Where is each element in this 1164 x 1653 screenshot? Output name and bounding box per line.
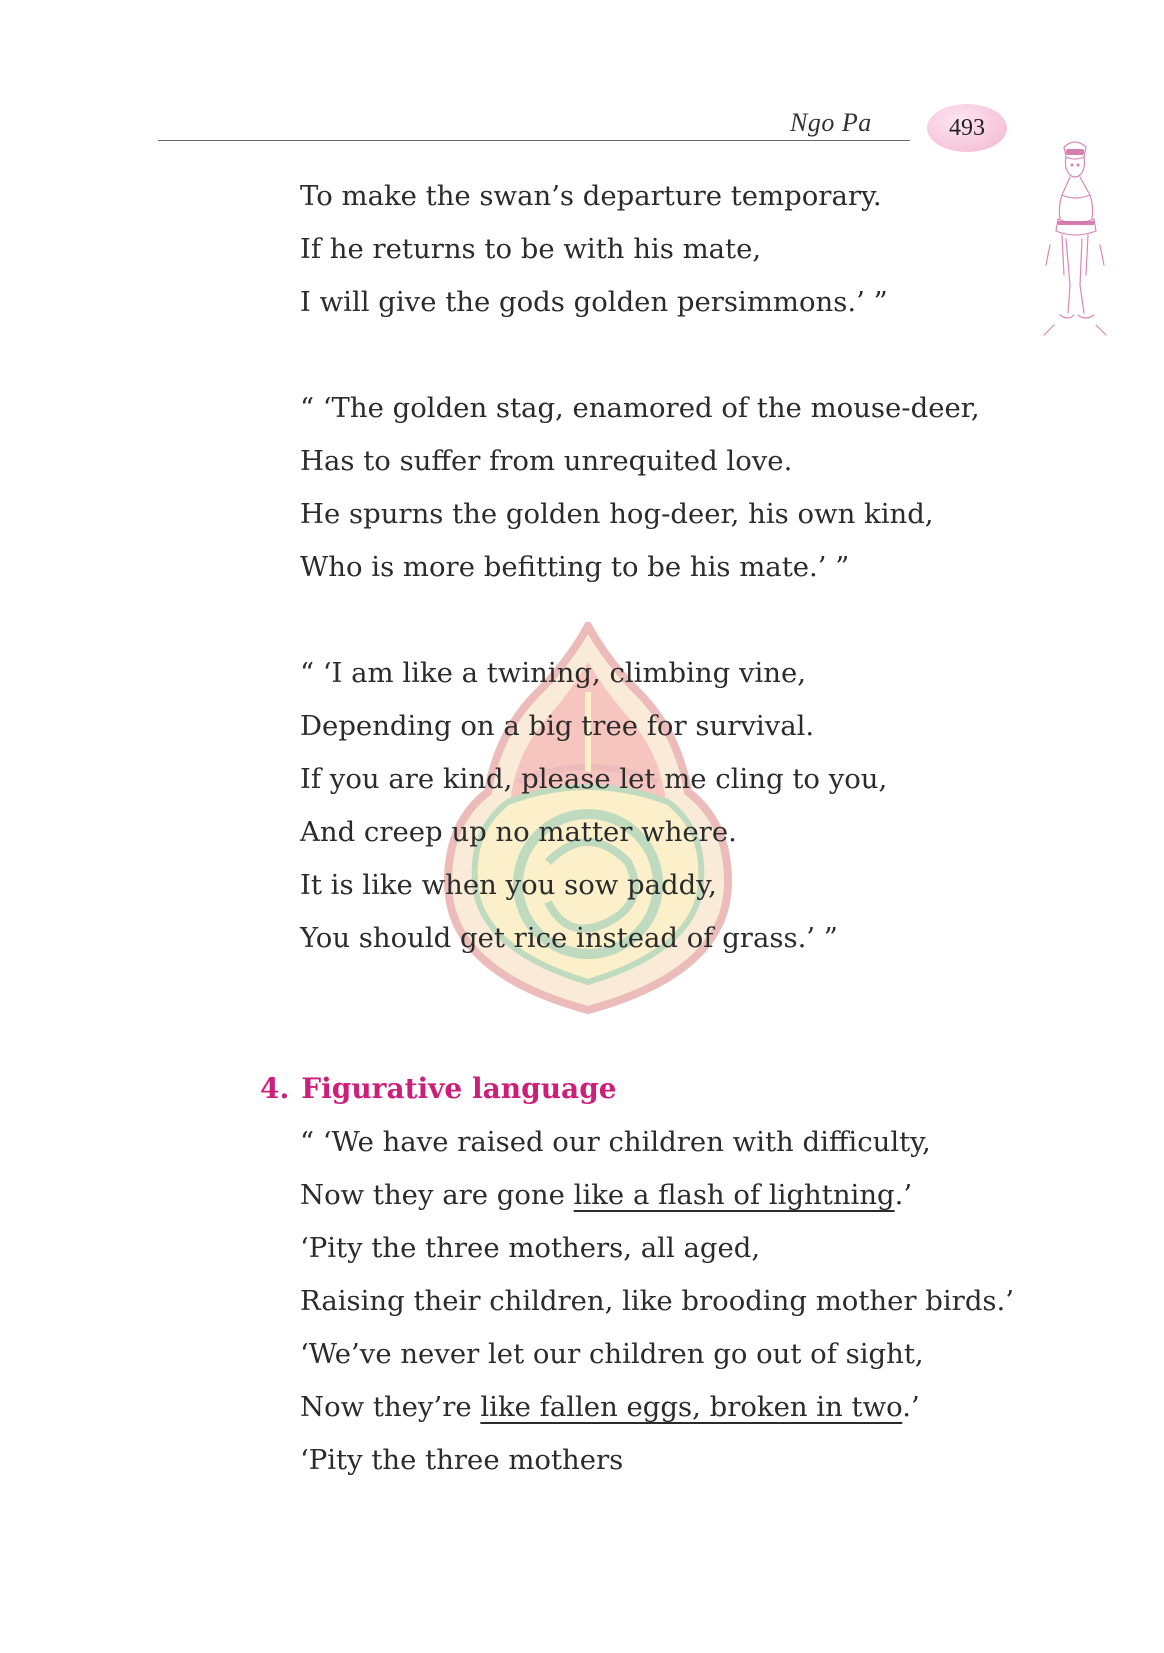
verse-line: I will give the gods golden persimmons.’ ” [300, 286, 888, 318]
verse-line: And creep up no matter where. [300, 816, 737, 848]
verse-line: You should get rice instead of grass.’ ” [300, 922, 838, 954]
verse-line: To make the swan’s departure temporary. [300, 180, 882, 212]
verse-line: Who is more befitting to be his mate.’ ” [300, 551, 850, 583]
verse-line [300, 1179, 912, 1211]
verse-line: If he returns to be with his mate, [300, 233, 762, 265]
verse-line: ‘We’ve never let our children go out of sight, [300, 1338, 924, 1370]
section-number: 4. [260, 1072, 290, 1105]
verse-line [300, 1391, 920, 1423]
verse-line: “ ‘I am like a twining, climbing vine, [300, 657, 807, 689]
verse-line: He spurns the golden hog-deer, his own kind, [300, 498, 934, 530]
verse-text: .’ [902, 1391, 920, 1423]
decorative-figure-icon [1040, 135, 1110, 345]
header-rule [158, 140, 910, 141]
section-heading [260, 1072, 617, 1105]
verse-line: ‘Pity the three mothers, all aged, [300, 1232, 761, 1264]
verse-text: Now they are gone [300, 1179, 574, 1211]
verse-line: ‘Pity the three mothers [300, 1444, 624, 1476]
verse-line: “ ‘The golden stag, enamored of the mouse-deer, [300, 392, 980, 424]
running-head: Ngo Pa [790, 108, 872, 137]
page-number: 493 [949, 114, 985, 141]
verse-line: Has to suffer from unrequited love. [300, 445, 793, 477]
verse-text: Now they’re [300, 1391, 481, 1423]
verse-line: Depending on a big tree for survival. [300, 710, 815, 742]
page-number-badge [927, 104, 1007, 152]
verse-line: It is like when you sow paddy, [300, 869, 717, 901]
verse-line: If you are kind, please let me cling to you, [300, 763, 888, 795]
underlined-simile: like a flash of lightning [573, 1179, 895, 1211]
verse-line: Raising their children, like brooding mother birds.’ [300, 1285, 1015, 1317]
verse-line: “ ‘We have raised our children with difficulty, [300, 1126, 931, 1158]
section-title: Figurative language [301, 1072, 617, 1105]
verse-text: .’ [894, 1179, 913, 1211]
underlined-simile: like fallen eggs, broken in two [480, 1391, 903, 1423]
